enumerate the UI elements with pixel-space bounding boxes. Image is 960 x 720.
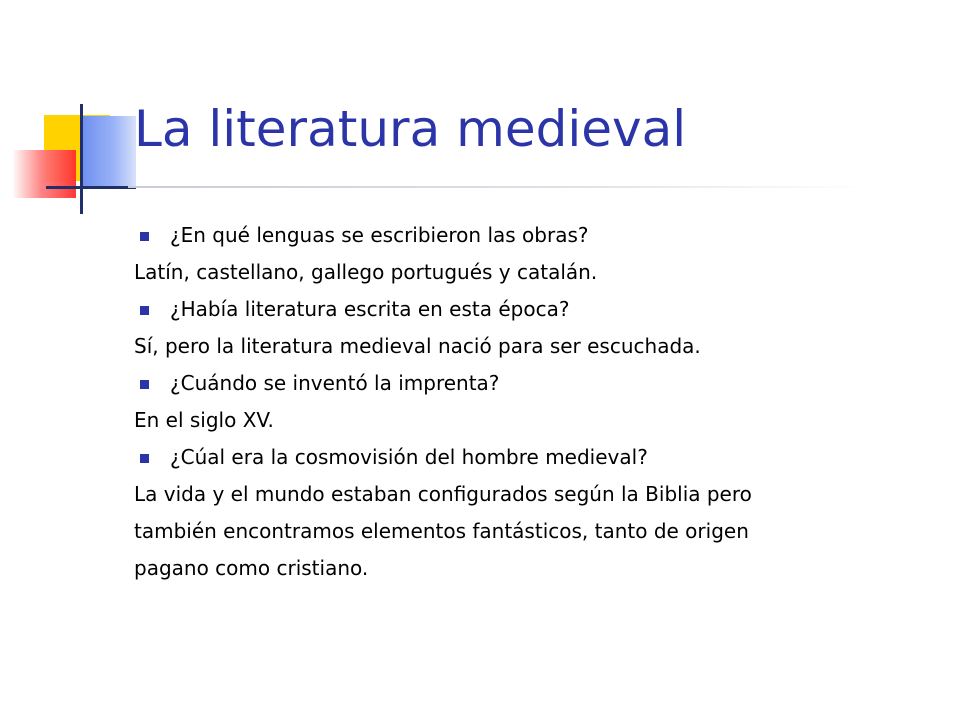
bullet-item	[134, 294, 934, 331]
title-underline	[128, 186, 868, 188]
bullet-item	[134, 368, 934, 405]
answer-line: pagano como cristiano.	[134, 556, 369, 580]
answer-line: En el siglo XV.	[134, 408, 274, 432]
decorative-squares-logo-icon	[0, 0, 140, 230]
bullet-item	[134, 442, 934, 479]
blue-square-shape	[80, 116, 136, 188]
answer-line: Latín, castellano, gallego portugués y catalán.	[134, 260, 598, 284]
square-bullet-icon	[140, 380, 149, 389]
answer-line: también encontramos elementos fantásticos, tanto de origen	[134, 519, 749, 543]
answer-text	[134, 405, 934, 442]
square-bullet-icon	[140, 232, 149, 241]
answer-text	[134, 479, 934, 516]
answer-text	[134, 331, 934, 368]
square-bullet-icon	[140, 454, 149, 463]
answer-text	[134, 257, 934, 294]
answer-text	[134, 516, 934, 553]
bullet-text: ¿Cúal era la cosmovisión del hombre medieval?	[170, 445, 648, 469]
bullet-text: ¿Había literatura escrita en esta época?	[170, 297, 570, 321]
square-bullet-icon	[140, 306, 149, 315]
red-square-shape	[12, 150, 76, 198]
answer-text	[134, 553, 934, 590]
answer-line: Sí, pero la literatura medieval nació para ser escuchada.	[134, 334, 701, 358]
horizontal-line-shape	[46, 186, 136, 189]
slide-body	[134, 220, 934, 590]
vertical-line-shape	[80, 104, 83, 214]
slide-title: La literatura medieval	[134, 100, 687, 158]
answer-line: La vida y el mundo estaban configurados según la Biblia pero	[134, 482, 752, 506]
bullet-text: ¿Cuándo se inventó la imprenta?	[170, 371, 500, 395]
bullet-item	[134, 220, 934, 257]
bullet-text: ¿En qué lenguas se escribieron las obras?	[170, 223, 589, 247]
